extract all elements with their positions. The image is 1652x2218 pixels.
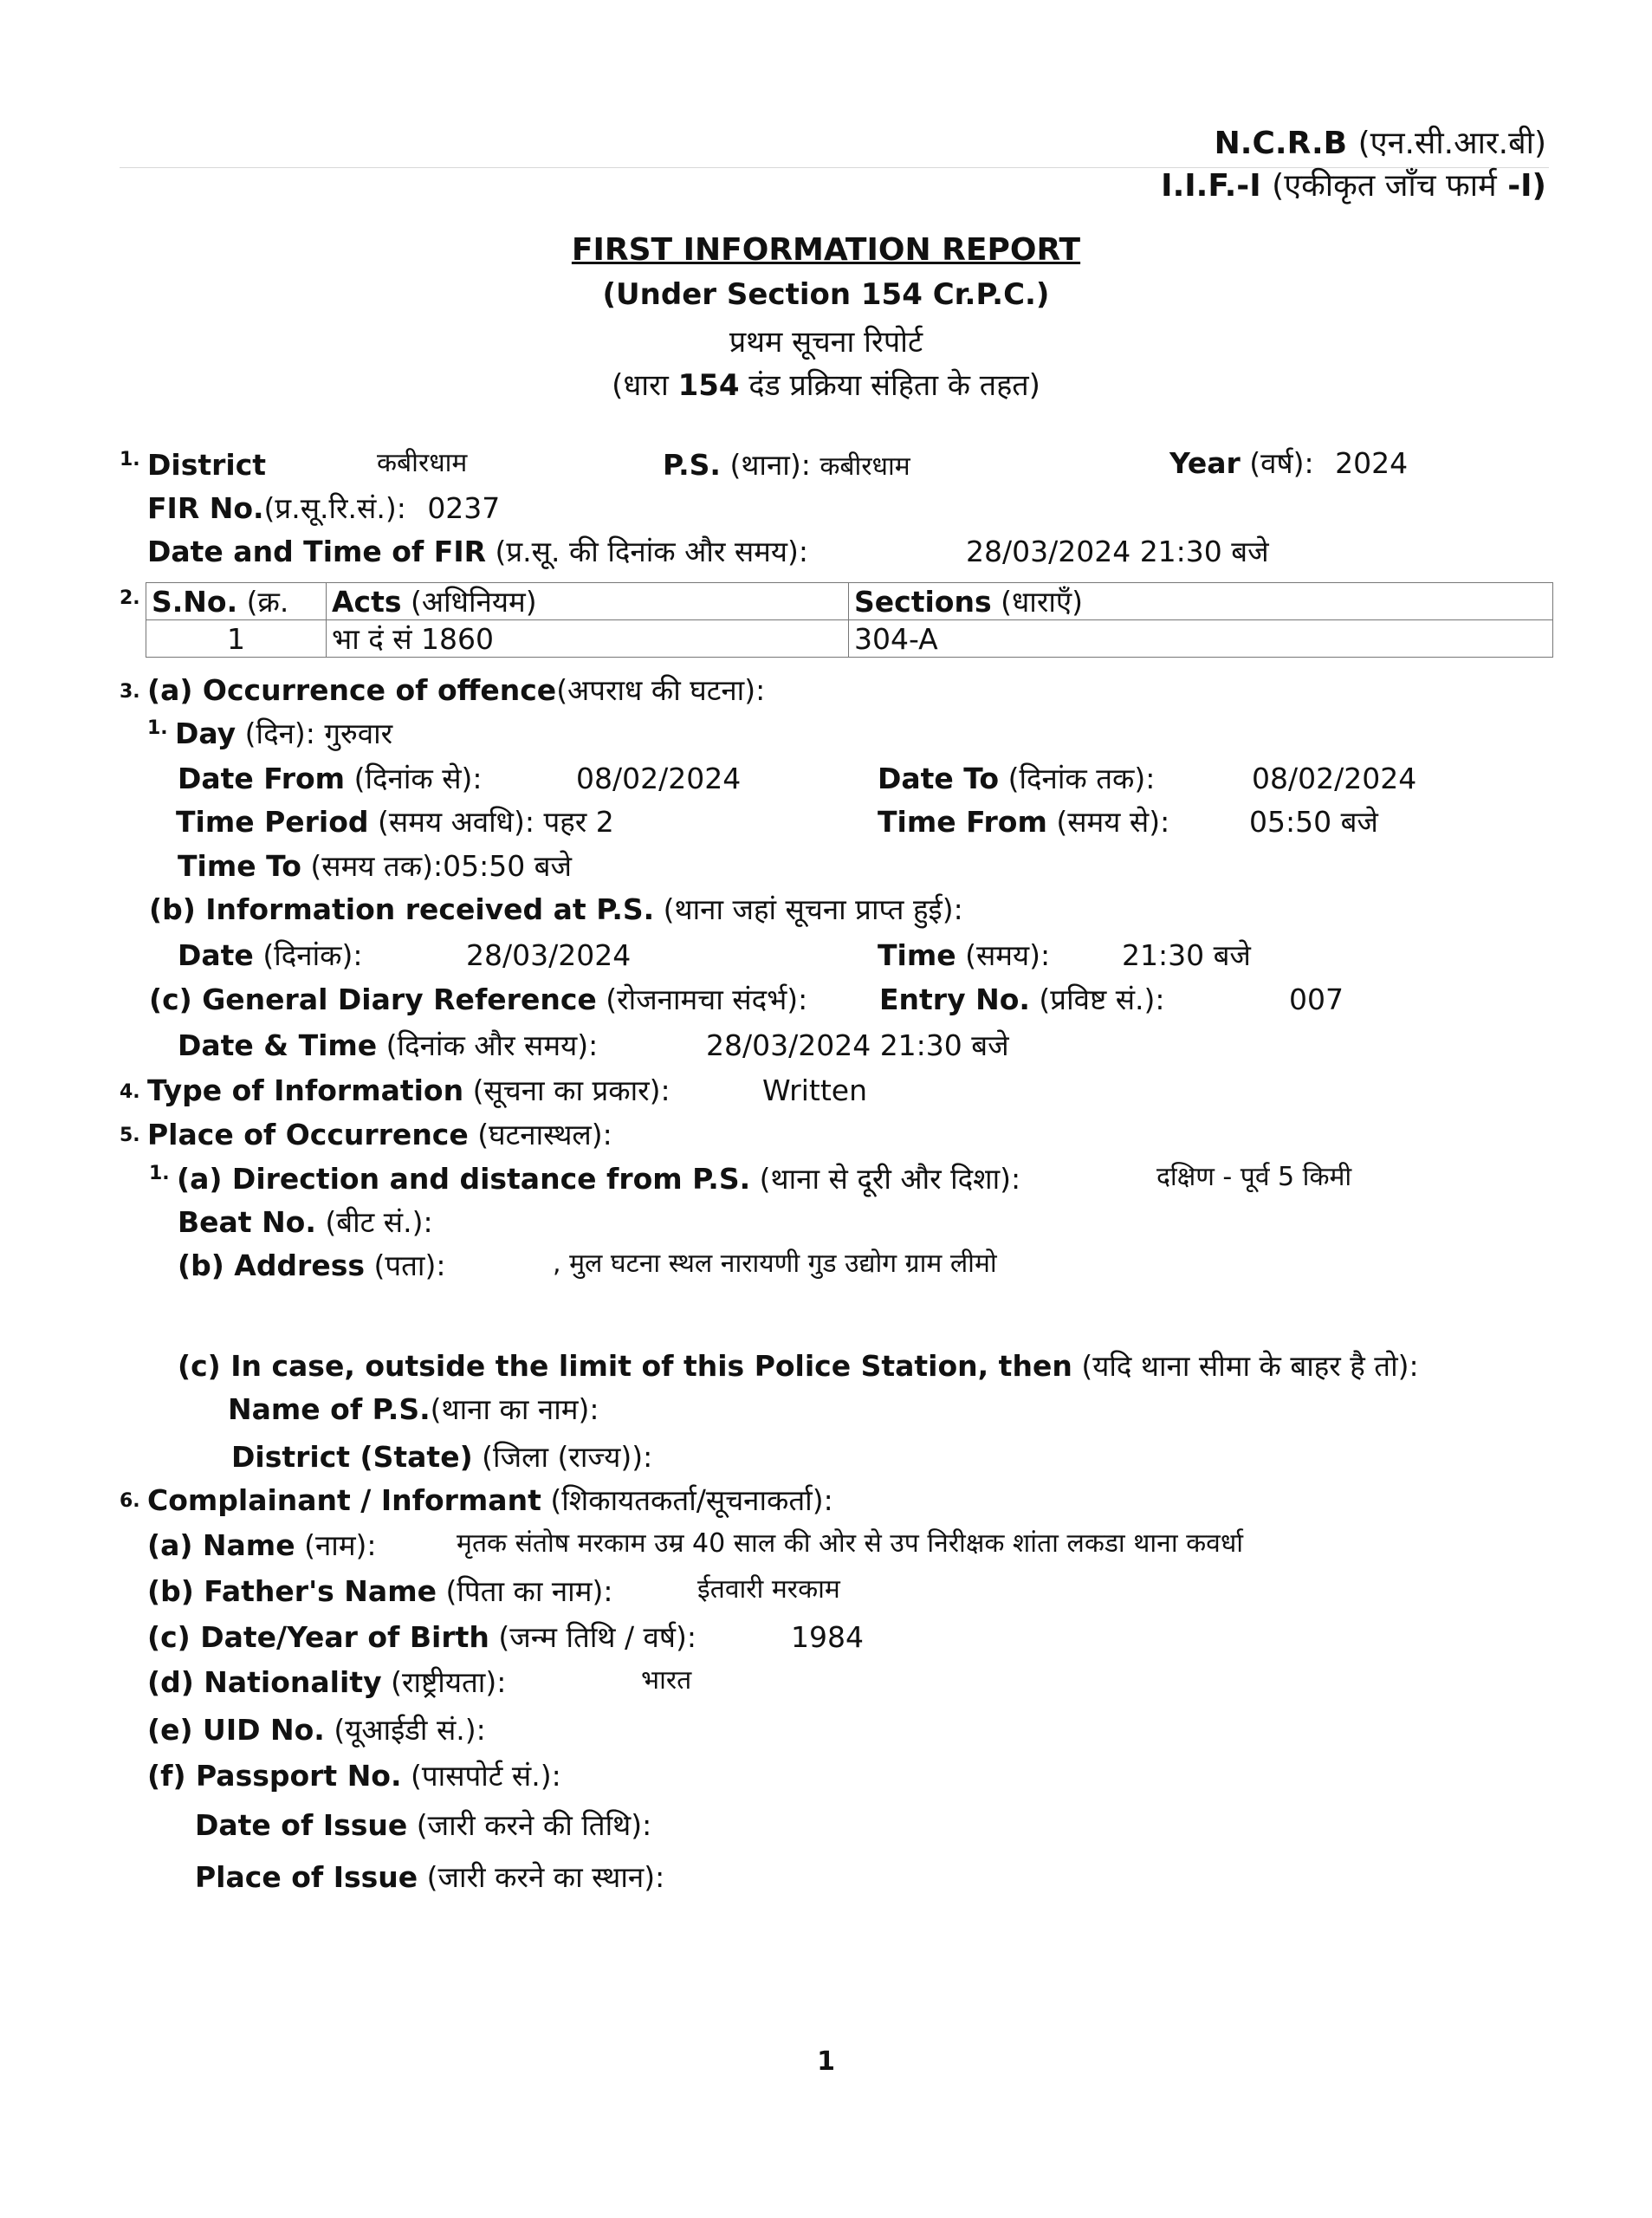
uid-label-hi: (यूआईडी सं.): <box>334 1713 486 1747</box>
page-title: FIRST INFORMATION REPORT <box>571 232 1081 268</box>
dob-label-en: (c) Date/Year of Birth <box>147 1620 489 1654</box>
header-sno-hi: (क्र. <box>246 584 289 619</box>
entry-no-label-en: Entry No. <box>879 983 1030 1016</box>
dob-label-hi: (जन्म तिथि / वर्ष): <box>498 1620 696 1654</box>
time-period-field <box>176 805 614 839</box>
time-to-label: Time To <box>178 849 301 883</box>
info-time-label-en: Time <box>878 938 956 972</box>
district-state-label-en: District (State) <box>231 1440 473 1474</box>
info-received-label-hi: (थाना जहां सूचना प्राप्त हुई): <box>663 892 963 926</box>
gd-reference-label-hi: (रोजनामचा संदर्भ): <box>606 983 808 1016</box>
time-period-label: Time Period <box>176 805 369 839</box>
title-subtitle-hi-a: (धारा <box>612 368 669 403</box>
passport-label-hi: (पासपोर्ट सं.): <box>411 1759 561 1793</box>
info-time-label-hi: (समय): <box>965 938 1051 972</box>
date-to-value: 08/02/2024 <box>1252 762 1417 795</box>
outside-limit-label: (c) In case, outside the limit of this Police Station, then <box>178 1349 1072 1383</box>
place-heading <box>147 1120 612 1149</box>
entry-no-value: 007 <box>1289 983 1344 1016</box>
info-type-value: Written <box>762 1073 867 1107</box>
day-field <box>175 719 392 748</box>
title-subtitle-en: (Under Section 154 Cr.P.C.) <box>602 277 1050 312</box>
date-from-label-en: Date From <box>178 762 346 795</box>
complainant-name-label-hi: (नाम): <box>304 1528 377 1562</box>
day-label-hi: (दिन): <box>244 717 315 750</box>
occurrence-heading <box>147 673 766 707</box>
info-date-label-en: Date <box>178 938 254 972</box>
section-4-number: 4. <box>120 1081 140 1103</box>
table-header-row <box>146 583 1553 620</box>
ncrb-heading <box>1215 128 1546 159</box>
section-5-number: 5. <box>120 1125 140 1146</box>
occurrence-sub-number: 1. <box>147 717 168 739</box>
passport-label-en: (f) Passport No. <box>147 1759 402 1793</box>
passport-label <box>147 1759 561 1793</box>
iif-hi: (एकीकृत जाँच फार्म <box>1272 168 1497 204</box>
iif-heading <box>1161 168 1546 204</box>
uid-label <box>147 1713 486 1747</box>
ps-label: P.S. <box>663 448 721 482</box>
day-label: Day <box>175 717 236 750</box>
date-to-label-hi: (दिनांक तक): <box>1007 762 1156 795</box>
cell-sno: 1 <box>146 620 327 658</box>
info-date-label <box>178 938 363 972</box>
day-value: गुरुवार <box>324 717 393 750</box>
time-from-value: 05:50 बजे <box>1249 805 1378 839</box>
direction-value: दक्षिण - पूर्व 5 किमी <box>1156 1162 1352 1192</box>
fir-no-field <box>147 491 501 525</box>
info-received-label: (b) Information received at P.S. <box>149 892 655 926</box>
father-name-value: ईतवारी मरकाम <box>697 1574 840 1605</box>
title-subtitle-hi-b: दंड प्रक्रिया संहिता के तहत) <box>748 368 1040 403</box>
address-label <box>178 1248 446 1282</box>
title-hi: प्रथम सूचना रिपोर्ट <box>729 325 923 360</box>
nationality-label-en: (d) Nationality <box>147 1665 382 1699</box>
info-type-label <box>147 1073 671 1107</box>
occurrence-label-hi: (अपराध की घटना): <box>556 673 766 707</box>
ncrb-en: N.C.R.B <box>1214 126 1348 161</box>
place-sub-number: 1. <box>149 1163 170 1184</box>
outside-limit-heading <box>178 1349 1419 1383</box>
info-time-label <box>878 938 1051 972</box>
ps-name-label-en: Name of P.S. <box>228 1392 431 1426</box>
place-of-issue-label-hi: (जारी करने का स्थान): <box>426 1860 665 1894</box>
district-label: District <box>147 448 267 482</box>
fir-datetime-label <box>147 537 808 566</box>
complainant-name-value: मृतक संतोष मरकाम उम्र 40 साल की ओर से उप निरीक्षक शांता लकडा थाना कवर्धा <box>457 1528 1244 1559</box>
date-to-label <box>878 764 1155 793</box>
entry-no-label-hi: (प्रविष्ट सं.): <box>1039 983 1165 1016</box>
district-state-label-hi: (जिला (राज्य)): <box>482 1440 653 1474</box>
beat-no-label-hi: (बीट सं.): <box>325 1205 433 1239</box>
direction-label-hi: (थाना से दूरी और दिशा): <box>759 1162 1021 1196</box>
direction-label <box>177 1162 1021 1196</box>
info-date-value: 28/03/2024 <box>466 938 632 972</box>
gd-datetime-label-en: Date & Time <box>178 1028 378 1062</box>
year-label-hi: (वर्ष): <box>1249 446 1314 480</box>
gd-datetime-value: 28/03/2024 21:30 बजे <box>706 1028 1009 1062</box>
date-from-label <box>178 764 483 793</box>
gd-reference-label-en: (c) General Diary Reference <box>149 983 597 1016</box>
dob-value: 1984 <box>791 1620 864 1654</box>
time-from-label-hi: (समय से): <box>1056 805 1170 839</box>
iif-hi-close: -I) <box>1507 168 1546 204</box>
time-from-label-en: Time From <box>878 805 1047 839</box>
nationality-value: भारत <box>641 1665 692 1696</box>
complainant-name-label <box>147 1528 377 1562</box>
occurrence-label: (a) Occurrence of offence <box>147 673 557 707</box>
ps-name-label <box>228 1392 599 1426</box>
entry-no-label <box>879 985 1165 1014</box>
fir-datetime-label-en: Date and Time of FIR <box>147 535 487 568</box>
fir-no-label: FIR No. <box>147 491 264 525</box>
year-label: Year <box>1169 446 1241 480</box>
dob-label <box>147 1620 696 1654</box>
gd-reference-label <box>149 985 807 1014</box>
title-subtitle-hi-num: 154 <box>677 368 740 403</box>
info-received-heading <box>149 892 963 926</box>
year-value: 2024 <box>1335 446 1409 480</box>
fir-no-value: 0237 <box>427 491 501 525</box>
place-of-issue-label-en: Place of Issue <box>195 1860 418 1894</box>
father-name-label-en: (b) Father's Name <box>147 1574 437 1608</box>
fir-no-label-hi: (प्र.सू.रि.सं.): <box>263 491 406 525</box>
section-6-number: 6. <box>120 1490 140 1512</box>
district-value: कबीरधाम <box>377 448 468 478</box>
header-acts-en: Acts <box>332 584 402 619</box>
date-of-issue-label-hi: (जारी करने की तिथि): <box>416 1808 652 1842</box>
section-3-number: 3. <box>120 681 140 703</box>
date-from-value: 08/02/2024 <box>576 762 742 795</box>
header-sections-hi: (धाराएँ) <box>1001 584 1083 619</box>
father-name-label <box>147 1574 613 1608</box>
table-row <box>146 620 1553 658</box>
outside-limit-label-hi: (यदि थाना सीमा के बाहर है तो): <box>1081 1349 1419 1383</box>
info-date-label-hi: (दिनांक): <box>262 938 363 972</box>
date-to-label-en: Date To <box>878 762 1000 795</box>
ncrb-hi: (एन.सी.आर.बी) <box>1357 126 1546 161</box>
place-label-hi: (घटनास्थल): <box>477 1118 612 1151</box>
complainant-label: Complainant / Informant <box>147 1483 541 1517</box>
time-from-label <box>878 805 1170 839</box>
year-field <box>1169 446 1409 480</box>
header-sections-en: Sections <box>854 584 992 619</box>
time-to-label-hi: (समय तक): <box>310 849 444 883</box>
info-type-label-en: Type of Information <box>147 1073 464 1107</box>
time-period-label-hi: (समय अवधि): <box>378 805 534 839</box>
complainant-name-label-en: (a) Name <box>147 1528 295 1562</box>
ps-name-label-hi: (थाना का नाम): <box>430 1392 599 1426</box>
beat-no-label <box>178 1205 433 1239</box>
fir-datetime-value: 28/03/2024 21:30 बजे <box>966 535 1269 568</box>
cell-act: भा दं सं 1860 <box>327 620 849 658</box>
address-label-en: (b) Address <box>178 1248 365 1282</box>
beat-no-label-en: Beat No. <box>178 1205 316 1239</box>
iif-en: I.I.F.-I <box>1161 168 1261 204</box>
header-acts <box>327 583 849 620</box>
complainant-heading <box>147 1483 833 1517</box>
acts-sections-table <box>146 582 1553 658</box>
time-to-value: 05:50 बजे <box>443 849 573 883</box>
ps-label-hi: (थाना): <box>729 448 811 482</box>
header-sno <box>146 583 327 620</box>
direction-label-en: (a) Direction and distance from P.S. <box>177 1162 751 1196</box>
ps-value: कबीरधाम <box>820 451 910 482</box>
date-from-label-hi: (दिनांक से): <box>353 762 483 795</box>
nationality-label <box>147 1665 507 1699</box>
nationality-label-hi: (राष्ट्रीयता): <box>391 1665 507 1699</box>
page-number: 1 <box>817 2046 835 2077</box>
title-subtitle-hi <box>0 364 1652 404</box>
place-label: Place of Occurrence <box>147 1118 469 1151</box>
address-label-hi: (पता): <box>373 1248 446 1282</box>
cell-section: 304-A <box>849 620 1553 658</box>
header-sno-en: S.No. <box>152 584 238 619</box>
header-acts-hi: (अधिनियम) <box>411 584 537 619</box>
info-time-value: 21:30 बजे <box>1122 938 1251 972</box>
header-sections <box>849 583 1553 620</box>
address-value: , मुल घटना स्थल नारायणी गुड उद्योग ग्राम लीमो <box>553 1248 997 1279</box>
time-to-field <box>178 849 573 883</box>
complainant-label-hi: (शिकायतकर्ता/सूचनाकर्ता): <box>550 1483 833 1517</box>
place-of-issue-label <box>195 1860 665 1894</box>
ps-field <box>663 448 910 482</box>
gd-datetime-label-hi: (दिनांक और समय): <box>385 1028 599 1062</box>
info-type-label-hi: (सूचना का प्रकार): <box>472 1073 671 1107</box>
date-of-issue-label <box>195 1808 652 1842</box>
uid-label-en: (e) UID No. <box>147 1713 325 1747</box>
time-period-value: पहर 2 <box>543 805 614 839</box>
gd-datetime-label <box>178 1028 599 1062</box>
section-2-number: 2. <box>120 587 140 609</box>
district-state-label <box>231 1440 653 1474</box>
father-name-label-hi: (पिता का नाम): <box>445 1574 613 1608</box>
section-1-number: 1. <box>120 449 140 470</box>
fir-datetime-label-hi: (प्र.सू. की दिनांक और समय): <box>495 535 809 568</box>
date-of-issue-label-en: Date of Issue <box>195 1808 408 1842</box>
